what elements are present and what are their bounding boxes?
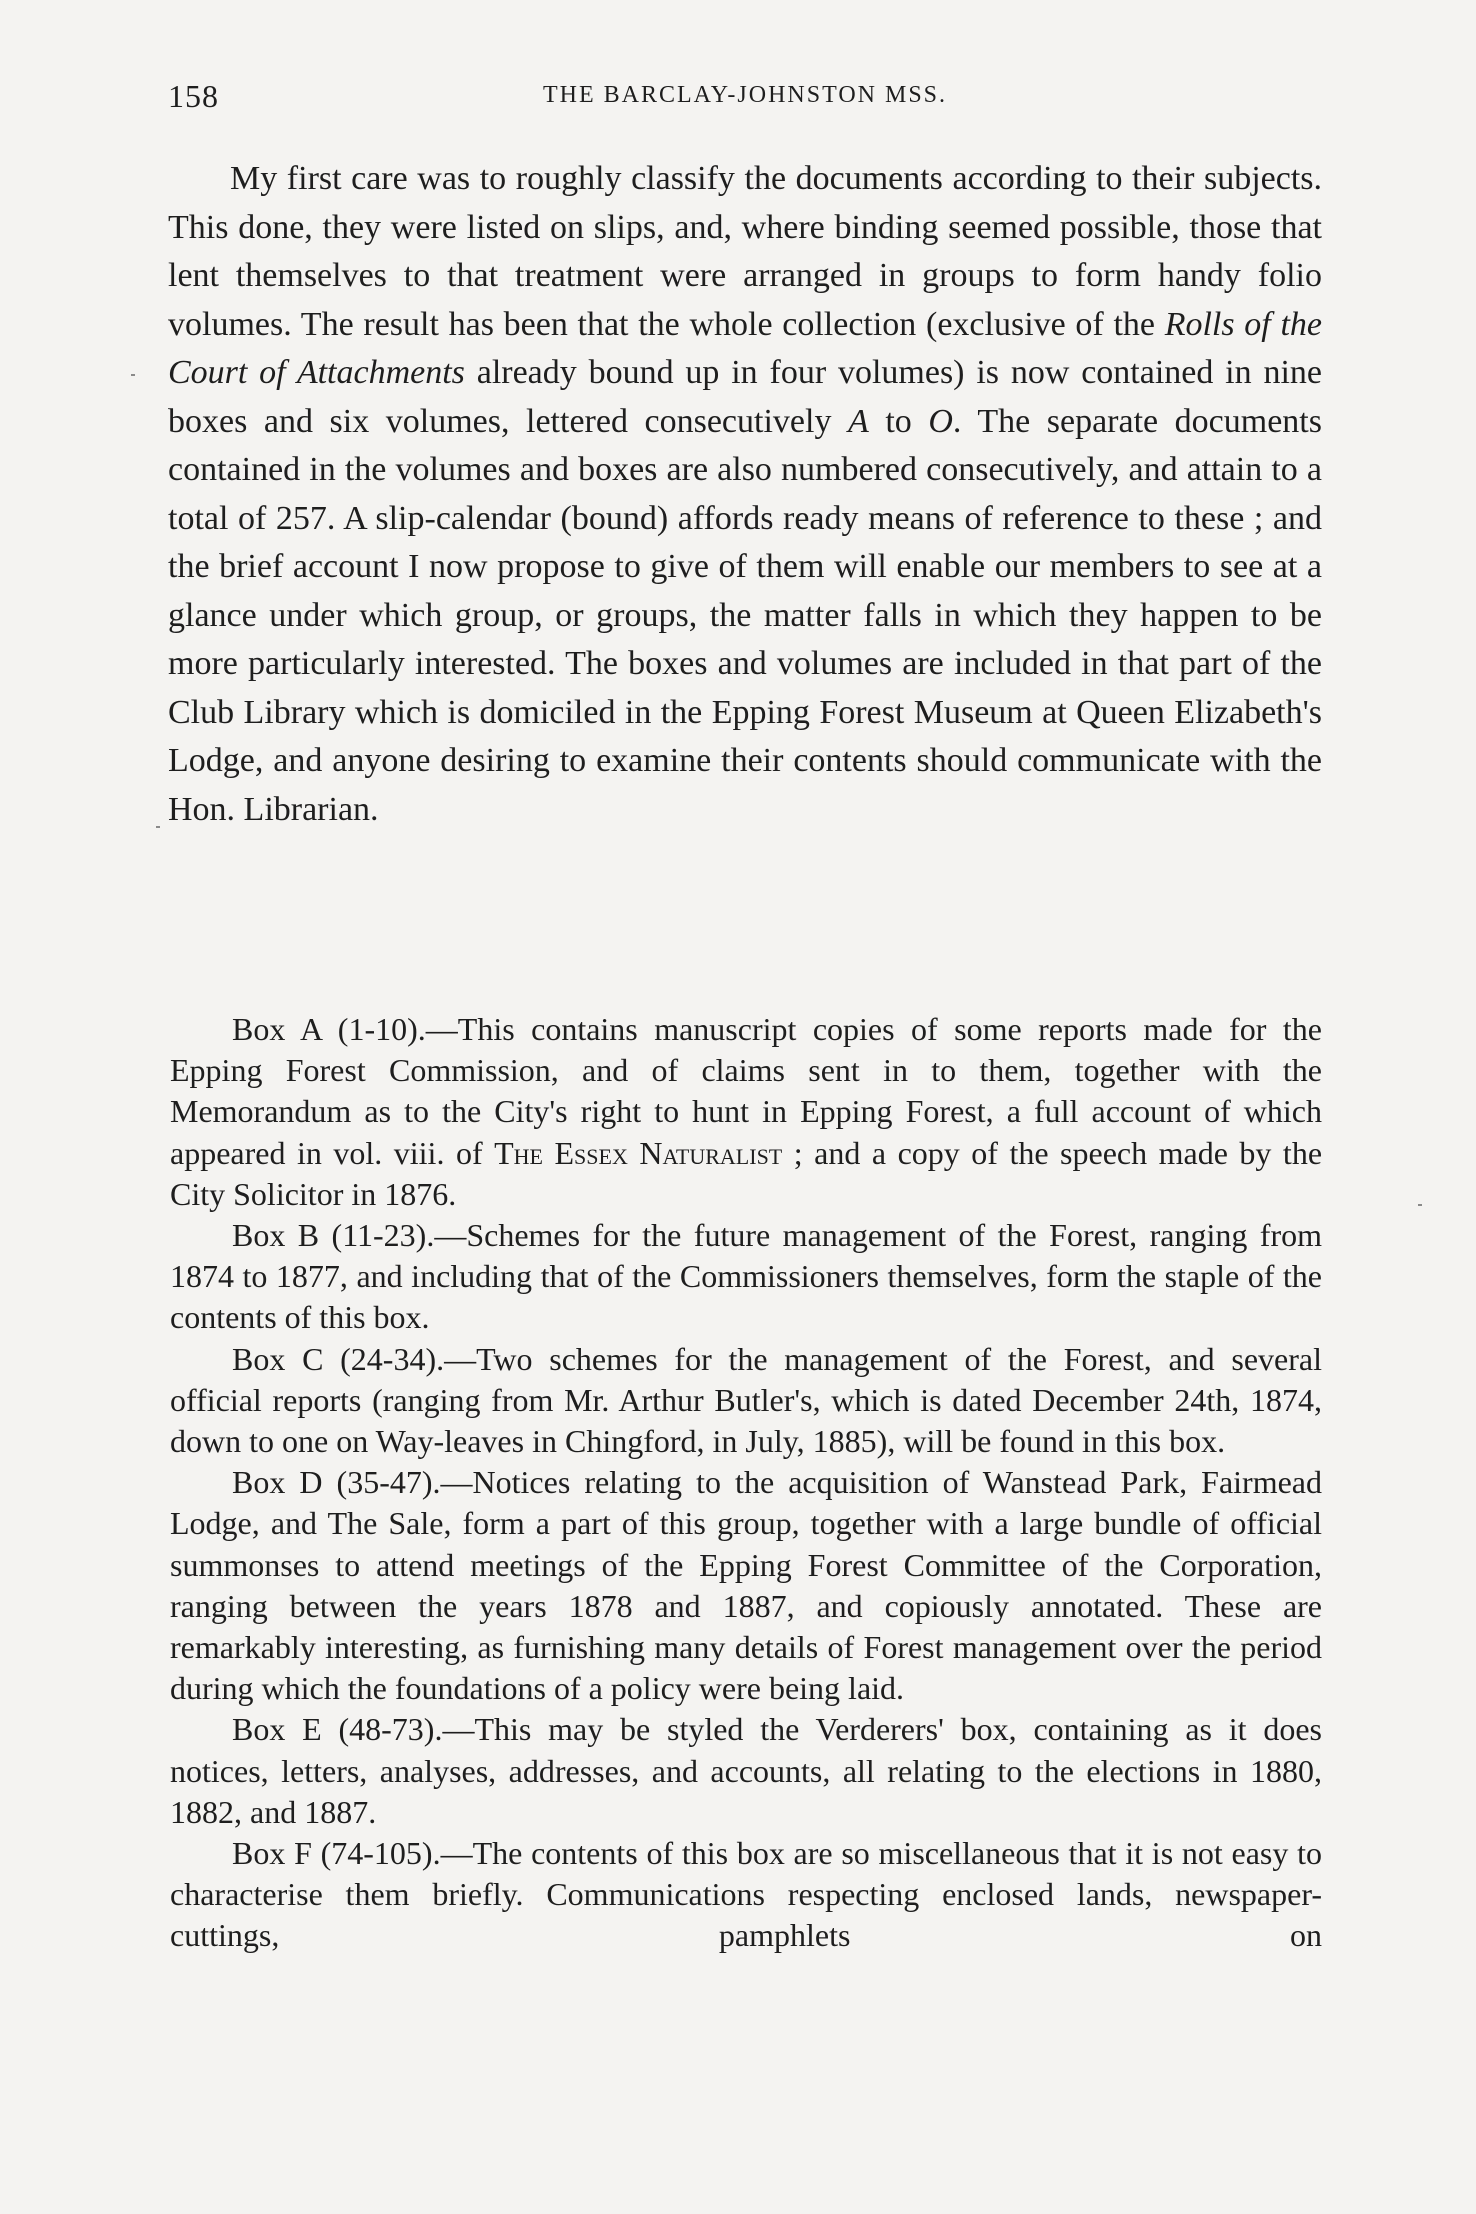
- margin-speck: [1418, 1204, 1422, 1206]
- rolls-title: Rolls of the Court of Attachments: [168, 305, 1322, 391]
- intro-section: [168, 155, 1322, 834]
- letter-o: O: [928, 402, 953, 440]
- box-descriptions: [170, 1009, 1322, 1957]
- intro-text-2: already bound up in four volumes) is now contained in nine boxes and six volumes, lettered consecutively: [168, 354, 1322, 440]
- journal-title: The Essex Naturalist: [494, 1134, 783, 1171]
- margin-speck: [156, 826, 160, 828]
- box-d-paragraph: Box D (35-47).—Notices relating to the acquisition of Wanstead Park, Fairmead Lodge, and The Sale, form a part of this group, together with a large bundle of official summonses to attend meetings of the Epping Forest Committee of the Corporation, ranging between the years 1878 and 1887, and copiously annotated. These are remarkably interesting, as furnishing many details of Forest management over the period during which the foundations of a policy were being laid.: [170, 1464, 1322, 1707]
- intro-text-4: . The separate documents contained in the volumes and boxes are also numbered consecutively, and attain to a total of 257. A slip-calendar (bound) affords ready means of reference to these ; and the brief account I now propose to give of them will enable our members to see at a glance under which group, or groups, the matter falls in which they happen to be more particularly interested. The boxes and volumes are included in that part of the Club Library which is domiciled in the Epping Forest Museum at Queen Elizabeth's Lodge, and anyone desiring to examine their contents should communicate with the Hon. Librarian.: [168, 402, 1322, 828]
- running-head: [168, 78, 1322, 128]
- box-b-paragraph: Box B (11-23).—Schemes for the future management of the Forest, ranging from 1874 to 1877, and including that of the Commissioners themselves, form the staple of the contents of this box.: [170, 1217, 1322, 1336]
- box-e-paragraph: Box E (48-73).—This may be styled the Verderers' box, containing as it does notices, letters, analyses, addresses, and accounts, all relating to the elections in 1880, 1882, and 1887.: [170, 1711, 1322, 1830]
- intro-paragraph: [168, 155, 1322, 834]
- intro-text-3: to: [868, 402, 929, 440]
- letter-a: A: [848, 402, 869, 440]
- box-f-paragraph: Box F (74-105).—The contents of this box are so miscellaneous that it is not easy to characterise them briefly. Communications respecting enclosed lands, newspaper-cuttings, pamphlets on: [170, 1835, 1322, 1954]
- intro-text-1: My first care was to roughly classify the documents according to their subjects. This done, they were listed on slips, and, where binding seemed possible, those that lent themselves to that treatment were arranged in groups to form handy folio volumes. The result has been that the whole collection (exclusive of the: [168, 160, 1322, 343]
- running-title: THE BARCLAY-JOHNSTON MSS.: [542, 82, 948, 108]
- box-a-paragraph: [170, 1009, 1322, 1215]
- margin-speck: [131, 374, 135, 376]
- page-number: 158: [168, 78, 219, 114]
- box-a-text-2: ; and a copy of the speech made by the City Solicitor in 1876.: [170, 1134, 1323, 1212]
- box-a-text-1: Box A (1-10).—This contains manuscript copies of some reports made for the Epping Forest Commission, and of claims sent in to them, together with the Memorandum as to the City's right to hunt in Epping Forest, a full account of which appeared in vol. viii. of: [170, 1011, 1322, 1171]
- box-c-paragraph: Box C (24-34).—Two schemes for the management of the Forest, and several official reports (ranging from Mr. Arthur Butler's, which is dated December 24th, 1874, down to one on Way-leaves in Chingford, in July, 1885), will be found in this box.: [170, 1340, 1322, 1460]
